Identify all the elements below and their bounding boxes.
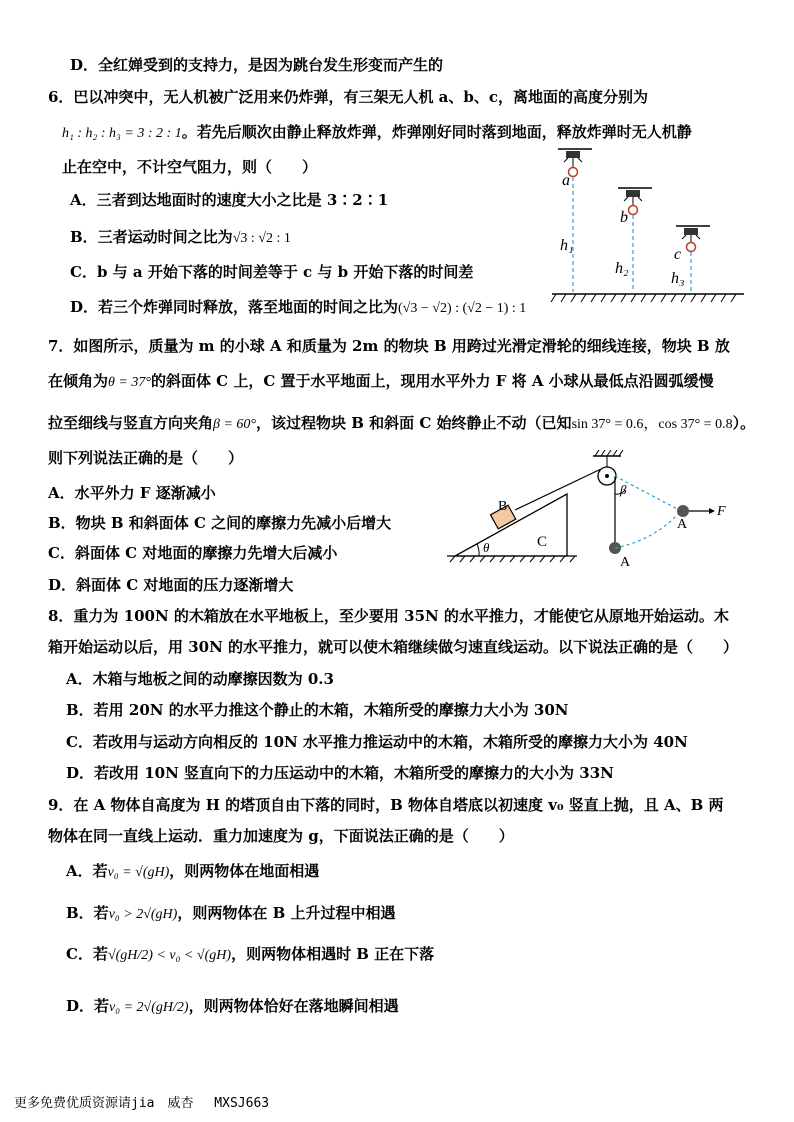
q9-option-d-post: ，则两物体恰好在落地瞬间相遇 bbox=[188, 997, 399, 1015]
q6-ratio: h₁ : h₂ : h₃ = 3 : 2 : 1 bbox=[62, 126, 182, 141]
q9-option-a-math: v₀ = √(gH) bbox=[107, 865, 170, 880]
bomb-c bbox=[687, 243, 696, 252]
q9-option-d bbox=[66, 996, 399, 1018]
q9-option-a-post: ，则两物体在地面相遇 bbox=[169, 862, 320, 880]
q6-option-c: C．b 与 a 开始下落的时间差等于 c 与 b 开始下落的时间差 bbox=[70, 263, 474, 281]
q7-beta: β = 60° bbox=[213, 417, 257, 432]
q9-option-b bbox=[66, 903, 395, 925]
ceiling-hatching bbox=[595, 450, 623, 456]
q9-option-a-pre: A．若 bbox=[66, 862, 108, 880]
q6-option-b-math: √3 : √2 : 1 bbox=[232, 231, 291, 246]
pulley-axle bbox=[605, 474, 609, 478]
q7-theta: θ = 37° bbox=[108, 375, 151, 390]
q7-option-d: D．斜面体 C 对地面的压力逐渐增大 bbox=[48, 576, 294, 594]
q7-option-b: B．物块 B 和斜面体 C 之间的摩擦力先减小后增大 bbox=[48, 514, 392, 532]
q5-option-d: D．全红婵受到的支持力，是因为跳台发生形变而产生的 bbox=[70, 56, 444, 74]
label-f: F bbox=[717, 504, 726, 519]
q9-option-d-math: v₀ = 2√(gH/2) bbox=[109, 1000, 189, 1015]
ball-a-displaced bbox=[677, 505, 689, 517]
q7-incline-pulley-figure bbox=[445, 448, 745, 573]
label-b: B bbox=[498, 499, 508, 514]
q6-option-a: A．三者到达地面时的速度大小之比是 3∶2∶1 bbox=[70, 191, 389, 209]
q7-cos: cos 37° = 0.8 bbox=[658, 417, 733, 432]
q9-option-b-pre: B．若 bbox=[66, 904, 109, 922]
q9-option-c-math: √(gH/2) < v₀ < √(gH) bbox=[107, 948, 232, 963]
q8-option-d: D．若改用 10N 竖直向下的力压运动中的木箱，木箱所受的摩擦力的大小为 33N bbox=[66, 764, 614, 782]
q8-stem-line2: 箱开始运动以后，用 30N 的水平推力，就可以使木箱继续做匀速直线运动。以下说法正确的是（ ） bbox=[48, 638, 739, 656]
label-h2: h₂ bbox=[615, 260, 629, 277]
q7-option-c: C．斜面体 C 对地面的摩擦力先增大后减小 bbox=[48, 544, 338, 562]
q6-stem-line1: 6．巴以冲突中，无人机被广泛用来仍炸弹，有三架无人机 a、b、c，离地面的高度分别为 bbox=[48, 88, 649, 106]
label-c: c bbox=[674, 246, 682, 263]
q7-stem-line3-c: ）。 bbox=[732, 414, 756, 432]
q6-option-d-text: D．若三个炸弹同时释放，落至地面的时间之比为 bbox=[70, 298, 399, 316]
q7-stem-line2-a: 在倾角为 bbox=[48, 372, 109, 390]
q7-stem-line2 bbox=[48, 371, 714, 393]
label-beta: β bbox=[620, 482, 627, 497]
q6-stem-line2-text: 。若先后顺次由静止释放炸弹，炸弹刚好同时落到地面，释放炸弹时无人机静 bbox=[181, 123, 692, 141]
q9-option-c bbox=[66, 944, 434, 966]
q9-stem-line1: 9．在 A 物体自高度为 H 的塔顶自由下落的同时，B 物体自塔底以初速度 v₀ 竖直上抛，且 A、B 两 bbox=[48, 796, 724, 814]
label-h1: h₁ bbox=[560, 237, 574, 254]
q7-stem-line3-a: 拉至细线与竖直方向夹角 bbox=[48, 414, 214, 432]
q6-option-b bbox=[70, 227, 291, 249]
drone-b-icon bbox=[618, 188, 652, 205]
q9-option-b-math: v₀ > 2√(gH) bbox=[108, 907, 178, 922]
label-b: b bbox=[620, 209, 628, 226]
label-a: a bbox=[562, 172, 570, 189]
footer-ad-text: 更多免费优质资源请jia 威杏 MXSJ663 bbox=[14, 1096, 270, 1111]
q6-option-b-text: B．三者运动时间之比为 bbox=[70, 228, 233, 246]
q6-option-d bbox=[70, 297, 526, 319]
q7-sin: sin 37° = 0.6 bbox=[571, 417, 644, 432]
q9-option-d-pre: D．若 bbox=[66, 997, 110, 1015]
q9-stem-line2: 物体在同一直线上运动．重力加速度为 g，下面说法正确的是（ ） bbox=[48, 827, 514, 845]
incline-c bbox=[455, 494, 567, 556]
q6-stem-line2 bbox=[62, 122, 692, 144]
q9-option-b-post: ，则两物体在 B 上升过程中相遇 bbox=[177, 904, 396, 922]
label-theta: θ bbox=[483, 540, 490, 555]
q8-option-a: A．木箱与地板之间的动摩擦因数为 0.3 bbox=[66, 670, 334, 688]
q8-option-b: B．若用 20N 的水平力推这个静止的木箱，木箱所受的摩擦力大小为 30N bbox=[66, 701, 569, 719]
q9-option-a bbox=[66, 861, 319, 883]
arc-path bbox=[615, 511, 681, 548]
q9-option-c-post: ，则两物体相遇时 B 正在下落 bbox=[231, 945, 435, 963]
force-f-arrowhead bbox=[709, 508, 715, 514]
q7-stem-line4: 则下列说法正确的是（ ） bbox=[48, 449, 244, 467]
q8-stem-line1: 8．重力为 100N 的木箱放在水平地板上，至少要用 35N 的水平推力，才能使它从原地开始运动。木 bbox=[48, 607, 729, 625]
drone-c-icon bbox=[676, 226, 710, 243]
label-a-displaced: A bbox=[677, 517, 688, 532]
q6-stem-line3: 止在空中，不计空气阻力，则（ ） bbox=[62, 158, 318, 176]
q6-drone-figure bbox=[548, 142, 748, 307]
label-c: C bbox=[537, 534, 548, 550]
q8-option-c: C．若改用与运动方向相反的 10N 水平推力推运动中的木箱，木箱所受的摩擦力大小为 40N bbox=[66, 733, 688, 751]
drone-a-icon bbox=[558, 149, 592, 167]
q7-stem-line3: 拉至细线与竖直方向夹角β = 60°，该过程物块 B 和斜面 C 始终静止不动（已知sin 37° = 0.6，cos 37° = 0.8）。 bbox=[48, 414, 756, 432]
bomb-b bbox=[629, 206, 638, 215]
q7-option-a: A．水平外力 F 逐渐减小 bbox=[48, 484, 216, 502]
q9-option-c-pre: C．若 bbox=[66, 945, 108, 963]
q7-stem-line2-b: 的斜面体 C 上，C 置于水平地面上，现用水平外力 F 将 A 小球从最低点沿圆弧缓慢 bbox=[150, 372, 714, 390]
label-a-lowest: A bbox=[620, 555, 631, 570]
q7-stem-line3-b: ，该过程物块 B 和斜面 C 始终静止不动（已知 bbox=[256, 414, 572, 432]
label-h3: h₃ bbox=[671, 270, 685, 287]
floor-hatching bbox=[450, 556, 575, 562]
q7-stem-line1: 7．如图所示，质量为 m 的小球 A 和质量为 2m 的物块 B 用跨过光滑定滑轮的细线连接，物块 B 放 bbox=[48, 337, 730, 355]
ground-hatching bbox=[551, 294, 736, 302]
q6-option-d-math: (√3 − √2) : (√2 − 1) : 1 bbox=[398, 301, 527, 316]
